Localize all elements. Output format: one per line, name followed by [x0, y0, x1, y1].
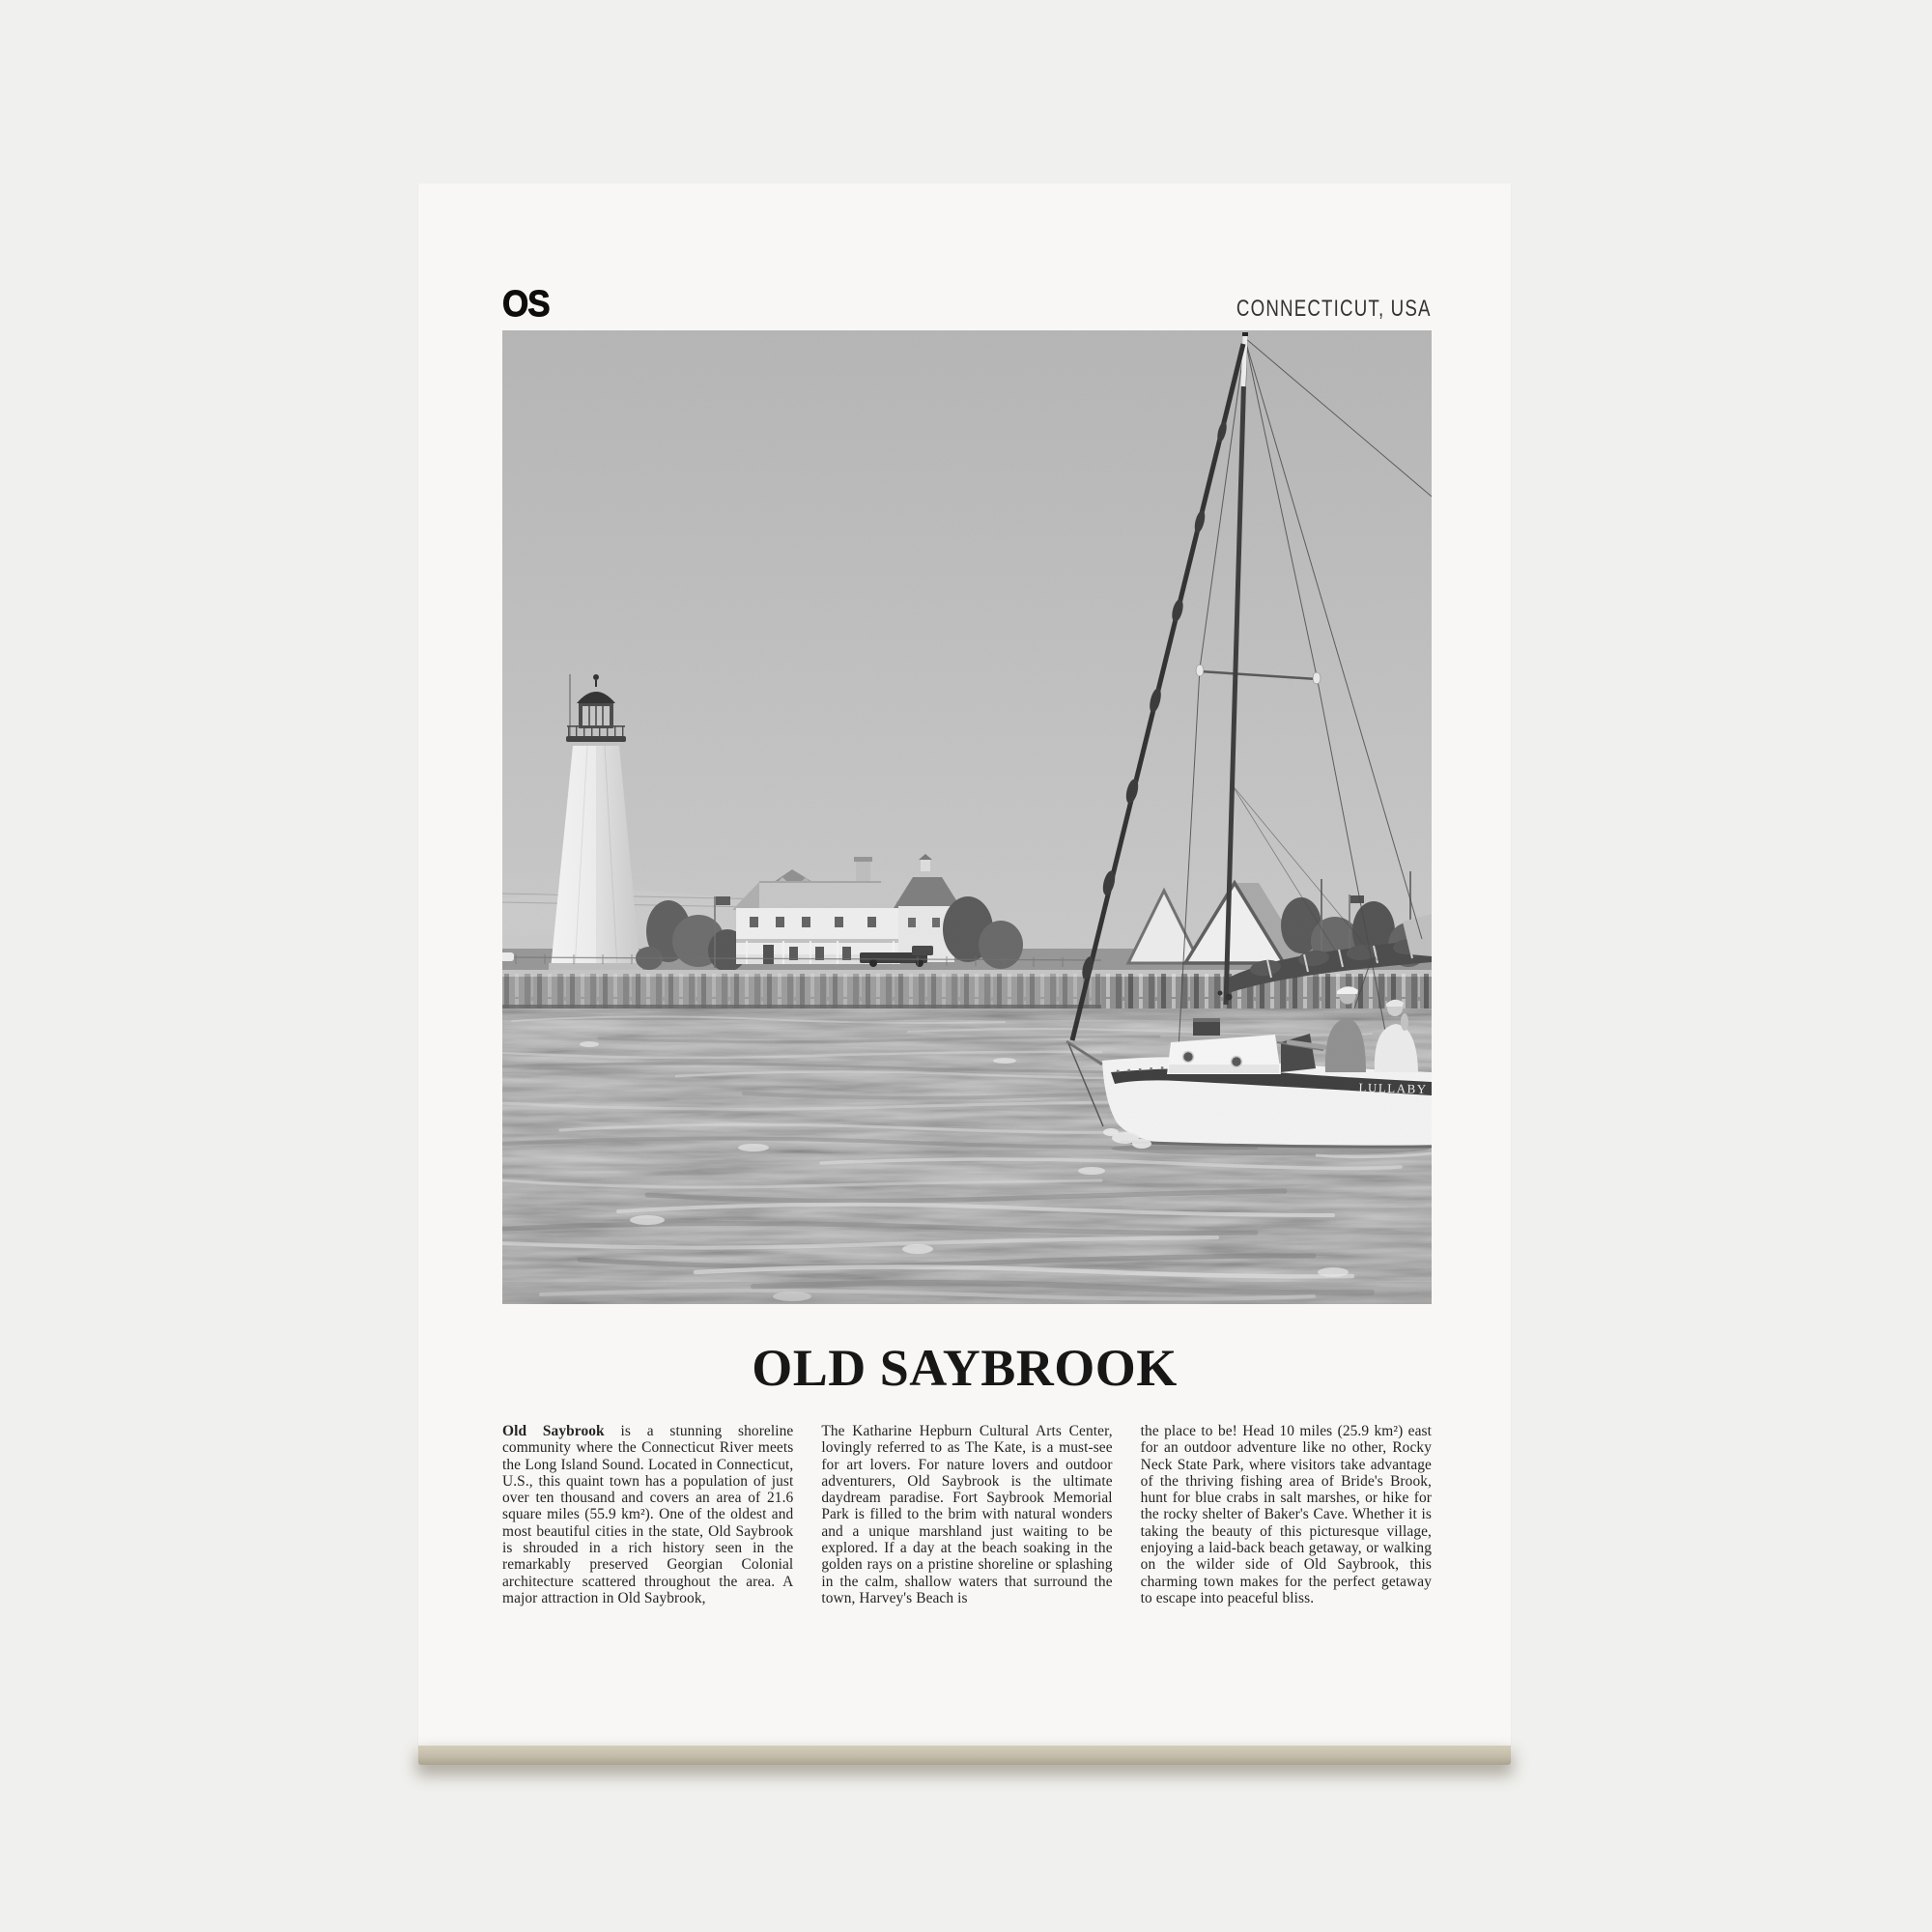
poster [418, 184, 1511, 1746]
text-column-3 [1141, 1423, 1432, 1606]
poster-title: OLD SAYBROOK [752, 1339, 1178, 1397]
boat-name-label: LULLABY [1358, 1080, 1428, 1096]
photo-grain [502, 330, 1432, 1304]
poster-header [502, 286, 1432, 323]
column-2-text: The Katharine Hepburn Cultural Arts Center, lovingly referred to as The Kate, is a must-see for art lovers. For nature lovers and outdoor adventurers, Old Saybrook is the ultimate daydream paradise. Fort Saybrook Memorial Park is filled to the brim with natural wonders and a unique marshland just waiting to be explored. If a day at the beach soaking in the golden rays on a pristine shoreline or splashing in the calm, shallow waters that surround the town, Harvey's Beach is [821, 1423, 1113, 1606]
text-column-2 [821, 1423, 1112, 1606]
town-photo [502, 330, 1432, 1304]
body-text [502, 1423, 1432, 1606]
town-photo-illustration [502, 330, 1432, 1304]
column-3-text: the place to be! Head 10 miles (25.9 km²) east for an outdoor adventure like no other, Rocky Neck State Park, where visitors take advantage of the thriving fishing area of Bride's Brook, hunt for blue crabs in salt marshes, or hike for the rocky shelter of Baker's Cave. Whether it is taking the beauty of this picturesque village, enjoying a laid-back beach getaway, or walking on the wilder side of Old Saybrook, this charming town makes for the perfect getaway to escape into peaceful bliss. [1140, 1423, 1432, 1606]
poster-bottom-edge [418, 1746, 1511, 1765]
text-column-1 [502, 1423, 793, 1606]
location-label: CONNECTICUT, USA [1236, 296, 1432, 322]
city-initials: OS [502, 284, 550, 325]
column-1-text: is a stunning shoreline community where the Connecticut River meets the Long Island Sound. Located in Connecticut, U.S., this quaint town has a population of just over ten thousand and covers an area of 21.6 square miles (55.9 km²). One of the oldest and most beautiful cities in the state, Old Saybrook is shrouded in a rich history seen in the remarkably preserved Georgian Colonial architecture scattered throughout the area. A major attraction in Old Saybrook, [502, 1423, 794, 1606]
column-1-lead: Old Saybrook [502, 1423, 605, 1439]
